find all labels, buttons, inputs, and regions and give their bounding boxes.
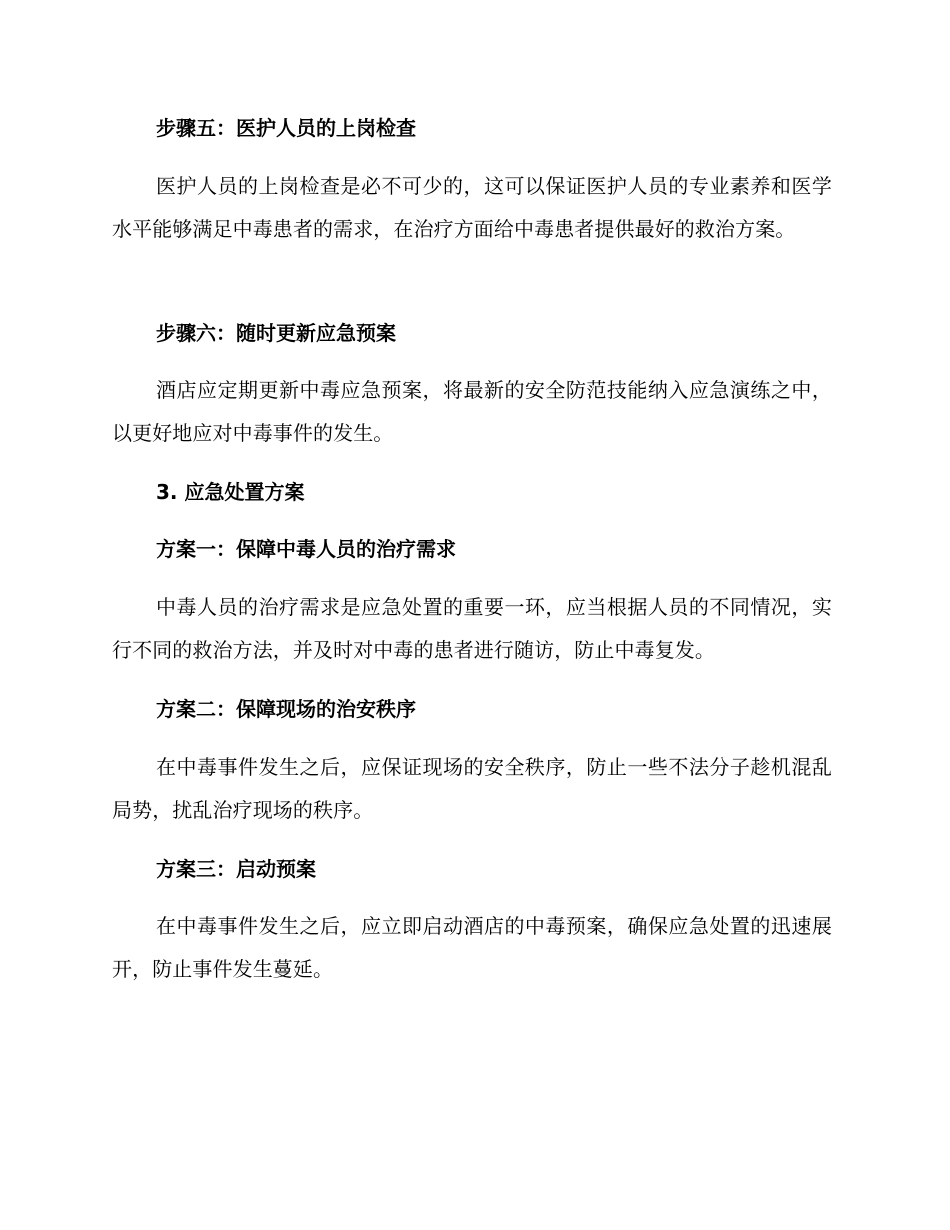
plan1-heading: 方案一：保障中毒人员的治疗需求 [156, 537, 456, 561]
step6-heading: 步骤六：随时更新应急预案 [156, 321, 396, 345]
plan1-body: 中毒人员的治疗需求是应急处置的重要一环，应当根据人员的不同情况，实行不同的救治方法，并及时对中毒的患者进行随访，防止中毒复发。 [112, 595, 832, 662]
plan2-heading: 方案二：保障现场的治安秩序 [156, 697, 416, 721]
plan3-heading: 方案三：启动预案 [156, 857, 316, 881]
section3-title: 3. 应急处置方案 [156, 480, 305, 504]
step5-heading: 步骤五：医护人员的上岗检查 [156, 116, 416, 140]
plan3-body: 在中毒事件发生之后，应立即启动酒店的中毒预案，确保应急处置的迅速展开，防止事件发生蔓延。 [112, 914, 832, 981]
document-page [112, 0, 832, 1230]
plan2-body: 在中毒事件发生之后，应保证现场的安全秩序，防止一些不法分子趁机混乱局势，扰乱治疗现场的秩序。 [112, 755, 832, 822]
step6-body: 酒店应定期更新中毒应急预案，将最新的安全防范技能纳入应急演练之中，以更好地应对中毒事件的发生。 [112, 378, 832, 445]
step5-body: 医护人员的上岗检查是必不可少的，这可以保证医护人员的专业素养和医学水平能够满足中毒患者的需求，在治疗方面给中毒患者提供最好的救治方案。 [112, 174, 832, 241]
